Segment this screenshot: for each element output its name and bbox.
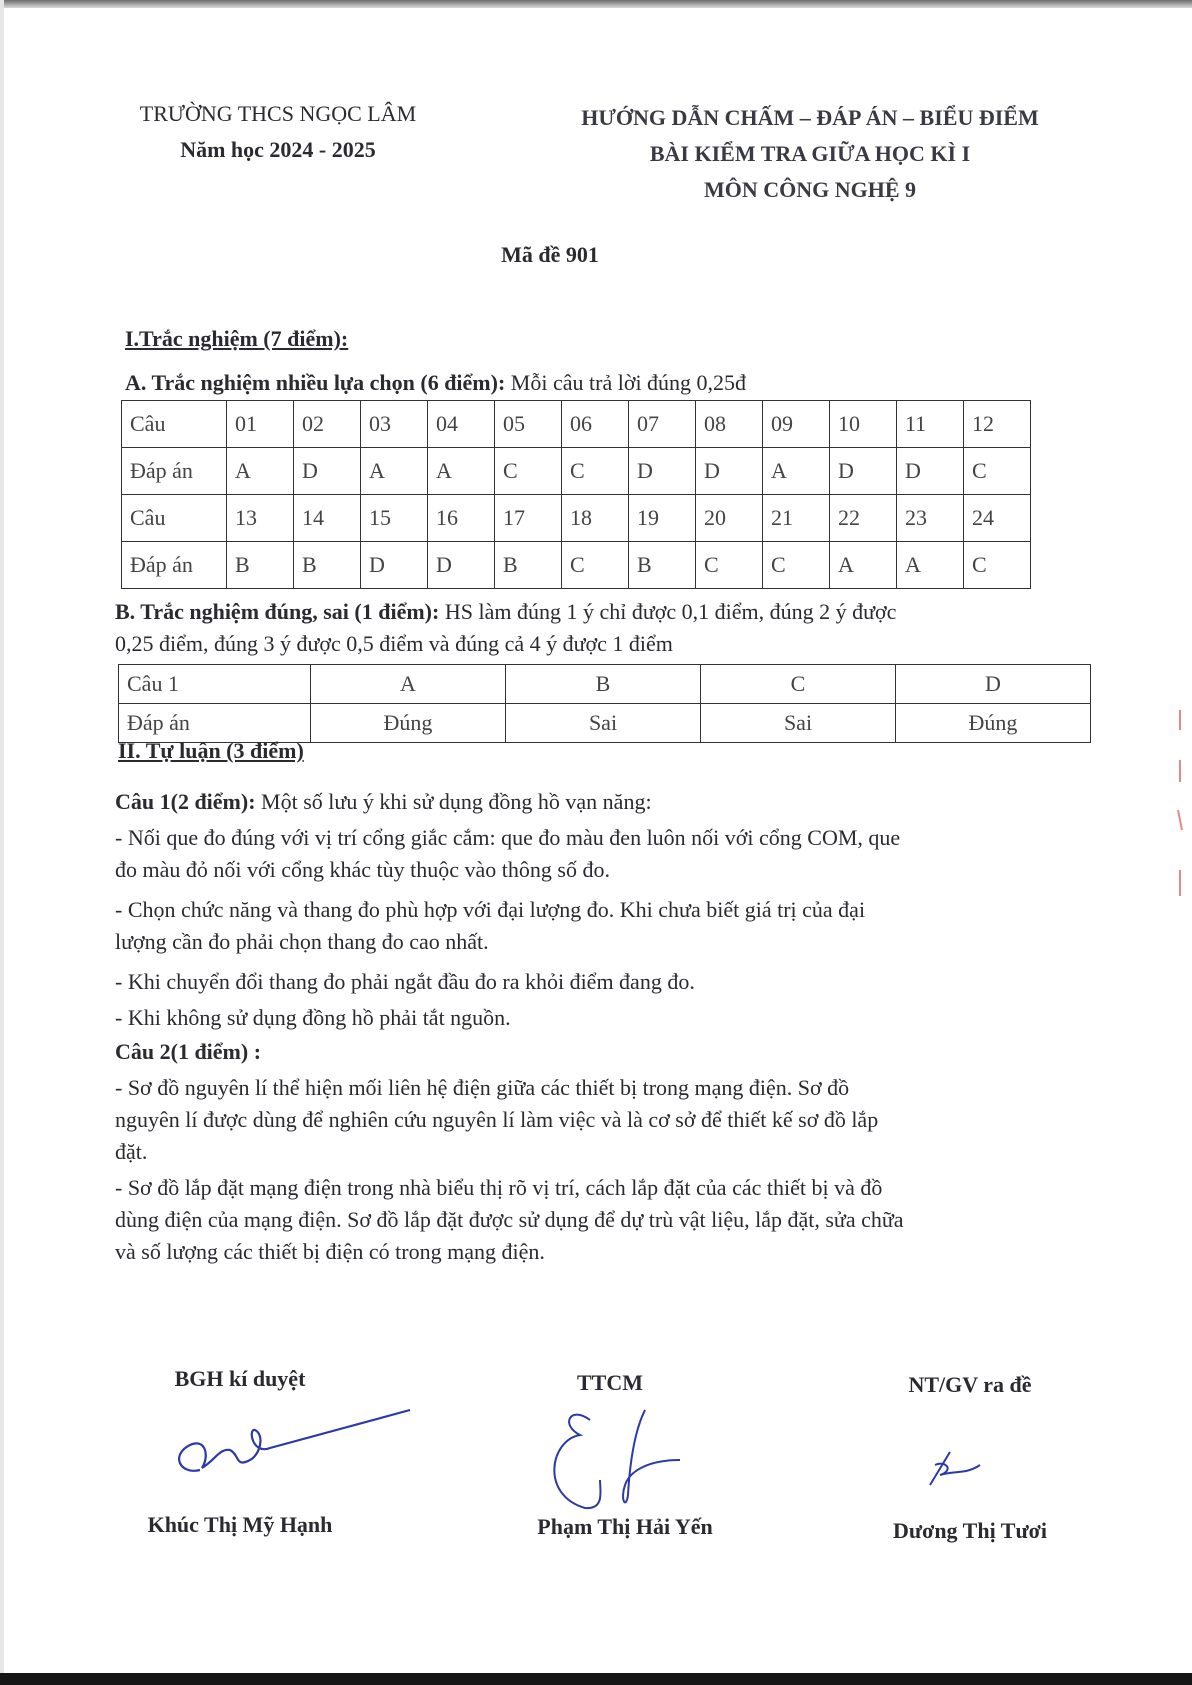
- part-a-heading: A. Trắc nghiệm nhiều lựa chọn (6 điểm):: [125, 370, 506, 395]
- table-cell: Đúng: [311, 704, 506, 743]
- true-false-answer-table: [118, 664, 1091, 743]
- table-cell: D: [696, 448, 763, 495]
- table-cell: 09: [763, 401, 830, 448]
- table-cell: D: [830, 448, 897, 495]
- school-header: [88, 96, 468, 168]
- part-a-heading-line: [125, 370, 746, 396]
- table-cell: C: [495, 448, 562, 495]
- table-cell: 16: [428, 495, 495, 542]
- part1-heading: I.Trắc nghiệm (7 điểm):: [125, 326, 349, 351]
- table-row: [122, 448, 1031, 495]
- question-2-point-2b: dùng điện của mạng điện. Sơ đồ lắp đặt được sử dụng để dự trù vật liệu, lắp đặt, sửa chữa: [115, 1207, 904, 1232]
- school-name: TRƯỜNG THCS NGỌC LÂM: [139, 101, 417, 126]
- exam-code: Mã đề 901: [501, 242, 599, 267]
- question-1-point-2a: - Chọn chức năng và thang đo phù hợp với đại lượng đo. Khi chưa biết giá trị của đại: [115, 897, 866, 922]
- table-cell: A: [311, 665, 506, 704]
- question-2-point-1c: đặt.: [115, 1139, 148, 1164]
- table-cell: 21: [763, 495, 830, 542]
- table-cell: A: [763, 448, 830, 495]
- table-cell: C: [964, 448, 1031, 495]
- question-1-point-3: - Khi chuyển đổi thang đo phải ngắt đầu đo ra khỏi điểm đang đo.: [115, 969, 695, 994]
- table-cell: D: [294, 448, 361, 495]
- scan-bottom-edge: [0, 1673, 1192, 1685]
- teacher-signature: [910, 1440, 1000, 1500]
- table-cell: 05: [495, 401, 562, 448]
- table-cell: B: [294, 542, 361, 589]
- table-cell: 06: [562, 401, 629, 448]
- table-cell: D: [428, 542, 495, 589]
- part-b-heading: B. Trắc nghiệm đúng, sai (1 điểm):: [115, 599, 440, 624]
- question-2-point-2c: và số lượng các thiết bị điện có trong mạng điện.: [115, 1239, 545, 1264]
- table-cell: B: [227, 542, 294, 589]
- table-cell: Câu: [122, 495, 227, 542]
- table-row: [119, 665, 1091, 704]
- table-cell: Đáp án: [122, 542, 227, 589]
- question-1-intro: Một số lưu ý khi sử dụng đồng hồ vạn năng:: [255, 789, 652, 814]
- table-cell: 24: [964, 495, 1031, 542]
- table-cell: 10: [830, 401, 897, 448]
- table-cell: C: [964, 542, 1031, 589]
- part-b-description: [115, 596, 1095, 660]
- table-cell: A: [361, 448, 428, 495]
- table-cell: D: [896, 665, 1091, 704]
- table-cell: 08: [696, 401, 763, 448]
- question-1-point-4: - Khi không sử dụng đồng hồ phải tắt nguồn.: [115, 1005, 511, 1030]
- question-2-point-2a: - Sơ đồ lắp đặt mạng điện trong nhà biểu thị rõ vị trí, cách lắp đặt của các thiết bị và đồ: [115, 1175, 883, 1200]
- table-cell: D: [361, 542, 428, 589]
- table-cell: A: [897, 542, 964, 589]
- table-cell: Sai: [506, 704, 701, 743]
- bgh-signature: [160, 1400, 420, 1490]
- table-cell: Đáp án: [119, 704, 311, 743]
- scan-left-edge: [0, 0, 4, 1685]
- table-cell: A: [428, 448, 495, 495]
- table-cell: C: [562, 448, 629, 495]
- table-cell: 07: [629, 401, 696, 448]
- scan-top-edge: [0, 0, 1192, 8]
- part-b-note-line-2: 0,25 điểm, đúng 3 ý được 0,5 điểm và đúng cả 4 ý được 1 điểm: [115, 631, 673, 656]
- question-1-heading: Câu 1(2 điểm):: [115, 789, 256, 814]
- table-row: [119, 704, 1091, 743]
- title-line-2: BÀI KIỂM TRA GIỮA HỌC KÌ I: [649, 141, 971, 166]
- teacher-title: NT/GV ra đề: [908, 1372, 1032, 1397]
- table-cell: 23: [897, 495, 964, 542]
- table-cell: C: [696, 542, 763, 589]
- table-cell: Đáp án: [122, 448, 227, 495]
- table-cell: 20: [696, 495, 763, 542]
- table-cell: Câu: [122, 401, 227, 448]
- table-cell: Câu 1: [119, 665, 311, 704]
- table-cell: A: [227, 448, 294, 495]
- table-cell: 18: [562, 495, 629, 542]
- table-cell: C: [562, 542, 629, 589]
- table-cell: Đúng: [896, 704, 1091, 743]
- table-cell: 04: [428, 401, 495, 448]
- multiple-choice-answer-table: [121, 400, 1031, 589]
- table-row: [122, 542, 1031, 589]
- table-cell: C: [701, 665, 896, 704]
- question-1-point-1b: đo màu đỏ nối với cổng khác tùy thuộc vào thông số đo.: [115, 857, 610, 882]
- table-cell: 11: [897, 401, 964, 448]
- table-cell: C: [763, 542, 830, 589]
- question-1-point-1a: - Nối que đo đúng với vị trí cổng giắc cắm: que đo màu đen luôn nối với cổng COM, que: [115, 825, 901, 850]
- title-line-3: MÔN CÔNG NGHỆ 9: [703, 177, 917, 202]
- table-cell: B: [506, 665, 701, 704]
- document-title: [520, 100, 1100, 208]
- question-2-heading: Câu 2(1 điểm) :: [115, 1039, 262, 1064]
- table-cell: 14: [294, 495, 361, 542]
- question-1-answer: [115, 786, 1095, 1268]
- teacher-name: Dương Thị Tươi: [893, 1518, 1047, 1543]
- ttcm-signature: [530, 1400, 730, 1520]
- margin-stamp-marks: [1172, 700, 1188, 920]
- school-year: Năm học 2024 - 2025: [180, 137, 376, 162]
- table-cell: 17: [495, 495, 562, 542]
- table-cell: 03: [361, 401, 428, 448]
- bgh-approval-title: BGH kí duyệt: [174, 1366, 306, 1391]
- table-row: [122, 401, 1031, 448]
- title-line-1: HƯỚNG DẪN CHẤM – ĐÁP ÁN – BIỂU ĐIỂM: [581, 105, 1039, 130]
- table-cell: 01: [227, 401, 294, 448]
- question-2-point-1b: nguyên lí được dùng để nghiên cứu nguyên lí làm việc và là cơ sở để thiết kế sơ đồ lắp: [115, 1107, 879, 1132]
- table-cell: A: [830, 542, 897, 589]
- part-b-note-line-1: HS làm đúng 1 ý chỉ được 0,1 điểm, đúng 2 ý được: [439, 599, 897, 624]
- table-row: [122, 495, 1031, 542]
- ttcm-title: TTCM: [577, 1370, 643, 1395]
- question-2-point-1a: - Sơ đồ nguyên lí thể hiện mối liên hệ điện giữa các thiết bị trong mạng điện. Sơ đồ: [115, 1075, 850, 1100]
- part2-heading: II. Tự luận (3 điểm): [118, 738, 304, 763]
- table-cell: 12: [964, 401, 1031, 448]
- table-cell: B: [629, 542, 696, 589]
- table-cell: 22: [830, 495, 897, 542]
- table-cell: Sai: [701, 704, 896, 743]
- table-cell: 19: [629, 495, 696, 542]
- table-cell: 15: [361, 495, 428, 542]
- part-a-note: Mỗi câu trả lời đúng 0,25đ: [505, 370, 747, 395]
- table-cell: D: [897, 448, 964, 495]
- ttcm-name: Phạm Thị Hải Yến: [537, 1514, 713, 1539]
- table-cell: 02: [294, 401, 361, 448]
- table-cell: B: [495, 542, 562, 589]
- question-1-point-2b: lượng cần đo phải chọn thang đo cao nhất.: [115, 929, 489, 954]
- bgh-name: Khúc Thị Mỹ Hạnh: [147, 1512, 333, 1537]
- table-cell: 13: [227, 495, 294, 542]
- table-cell: D: [629, 448, 696, 495]
